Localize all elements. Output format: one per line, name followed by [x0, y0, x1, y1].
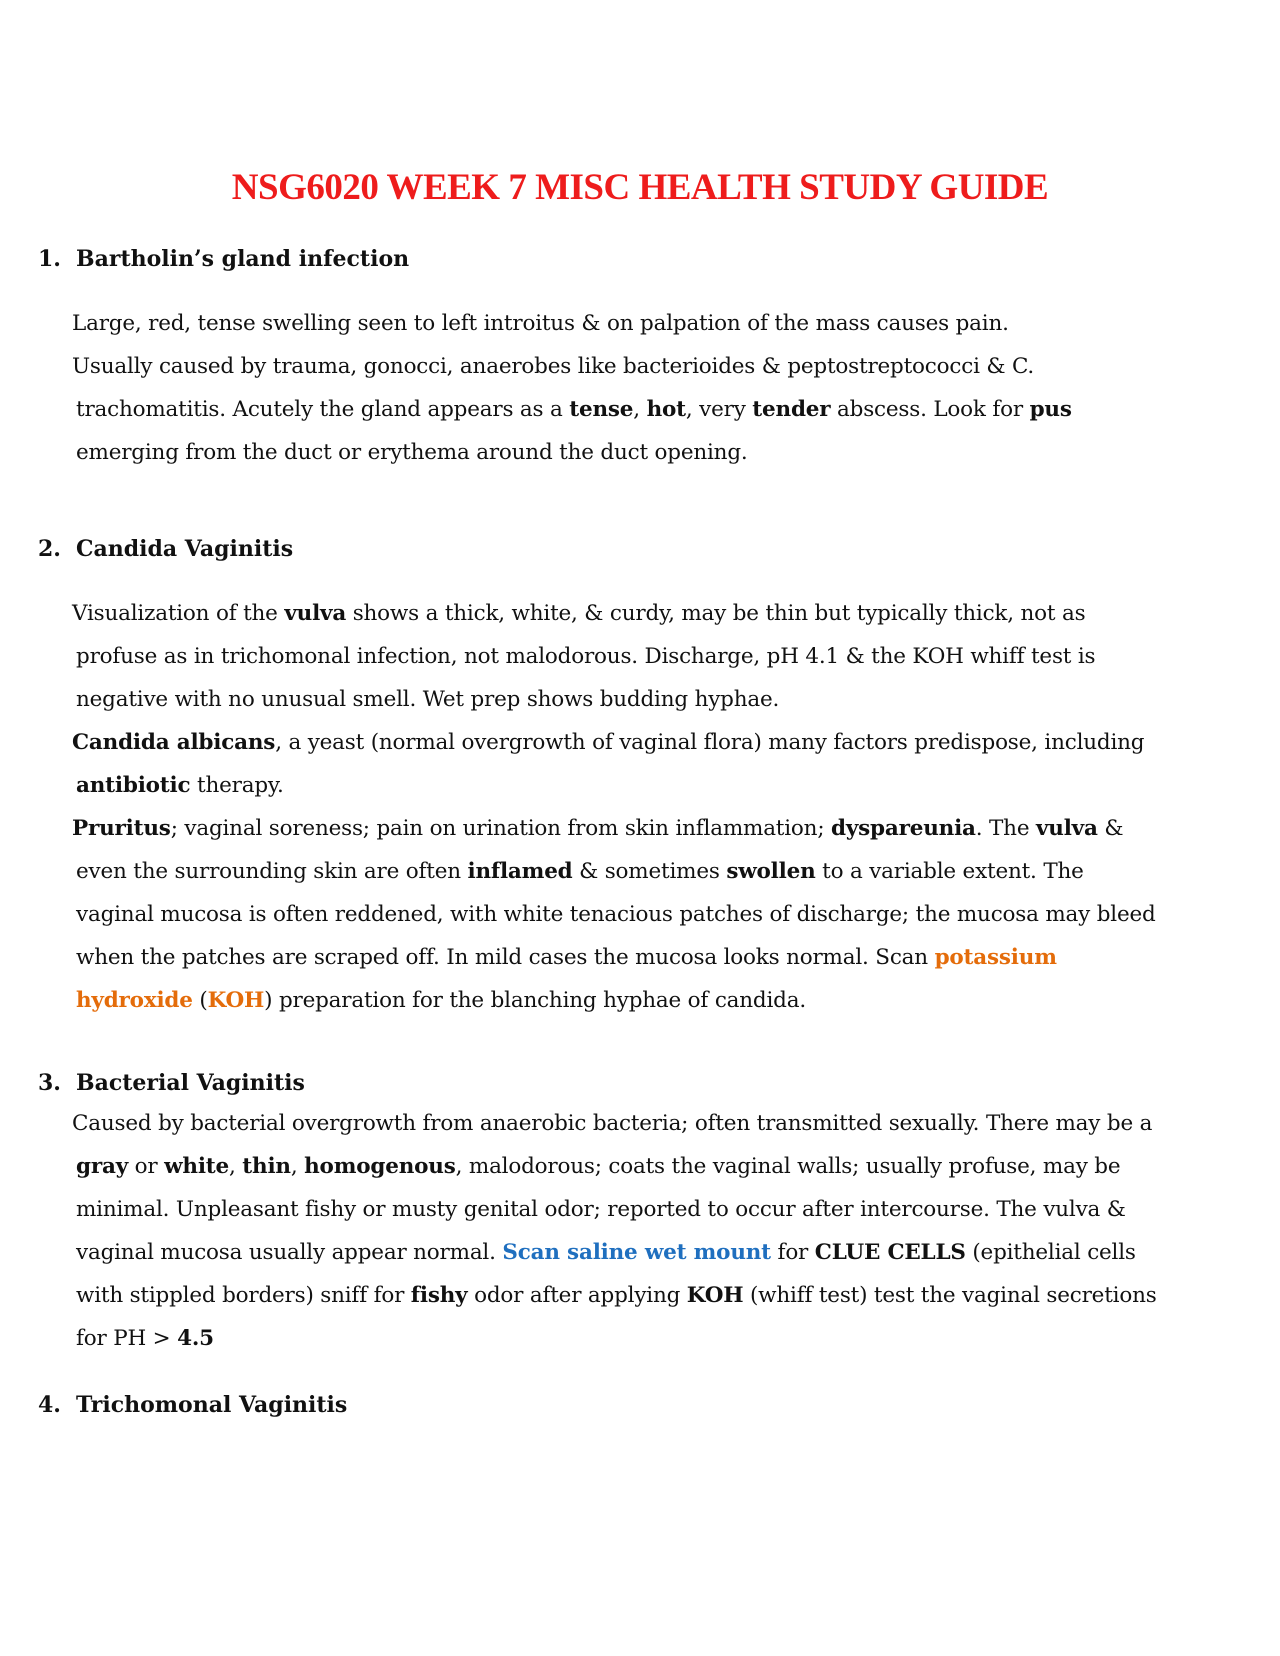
text: for — [770, 1240, 815, 1265]
highlight-term: Scan saline wet mount — [502, 1240, 771, 1265]
text-line — [72, 345, 1072, 388]
bold-term: homogenous — [304, 1154, 456, 1179]
text-line — [72, 678, 1156, 721]
bold-term: fishy — [410, 1283, 468, 1308]
section-number: 3. — [38, 1070, 61, 1096]
text: abscess. Look for — [830, 397, 1030, 422]
text: ; vaginal soreness; pain on urination from skin inflammation; — [170, 816, 831, 841]
text: , very — [685, 397, 753, 422]
section-1-body — [72, 302, 1072, 474]
section-title: Candida Vaginitis — [76, 536, 294, 562]
bold-term: 4.5 — [177, 1326, 214, 1351]
text-line — [72, 1231, 1157, 1274]
text-line — [72, 1317, 1157, 1360]
text: shows a thick, white, & curdy, may be thin but typically thick, not as — [346, 601, 1086, 626]
text-line — [72, 1102, 1157, 1145]
text: with stippled borders) sniff for — [76, 1283, 411, 1308]
text-line — [72, 764, 1156, 807]
text: , malodorous; coats the vaginal walls; usually profuse, may be — [455, 1154, 1121, 1179]
bold-term: CLUE CELLS — [814, 1240, 966, 1265]
section-2-heading — [38, 536, 293, 562]
text-line — [72, 592, 1156, 635]
text: (whiff test) test the vaginal secretions — [743, 1283, 1157, 1308]
bold-term: Pruritus — [72, 816, 171, 841]
text: , — [229, 1154, 243, 1179]
section-title: Trichomonal Vaginitis — [76, 1392, 348, 1418]
section-number: 2. — [38, 536, 61, 562]
bold-term: tender — [752, 397, 831, 422]
text: therapy. — [190, 773, 284, 798]
bold-term: white — [164, 1154, 229, 1179]
text-line — [72, 388, 1072, 431]
section-1-heading — [38, 246, 409, 272]
document-title: NSG6020 WEEK 7 MISC HEALTH STUDY GUIDE — [231, 167, 1049, 208]
text: vaginal mucosa usually appear normal. — [76, 1240, 503, 1265]
text-line — [72, 850, 1156, 893]
bold-term: vulva — [1035, 816, 1098, 841]
text-line — [72, 721, 1156, 764]
bold-term: tense — [569, 397, 634, 422]
section-3-body — [72, 1102, 1157, 1360]
text: Visualization of the — [72, 601, 285, 626]
text: , a yeast (normal overgrowth of vaginal flora) many factors predispose, including — [275, 730, 1145, 755]
text-line — [72, 1145, 1157, 1188]
text-line — [72, 431, 1072, 474]
text: profuse as in trichomonal infection, not malodorous. Discharge, pH 4.1 & the KOH whiff test is — [76, 644, 1096, 669]
text-line — [72, 302, 1072, 345]
bold-term: thin — [242, 1154, 291, 1179]
text: trachomatitis. Acutely the gland appears as a — [76, 397, 570, 422]
text-line — [72, 936, 1156, 979]
bold-term: hot — [646, 397, 686, 422]
section-title: Bacterial Vaginitis — [76, 1070, 305, 1096]
text-line — [72, 1188, 1157, 1231]
bold-term: Candida albicans — [72, 730, 276, 755]
text-line — [72, 893, 1156, 936]
text: Usually caused by trauma, gonocci, anaerobes like bacterioides & peptostreptococci & C. — [72, 354, 1035, 379]
text: even the surrounding skin are often — [76, 859, 468, 884]
text: . The — [975, 816, 1036, 841]
bold-term: pus — [1029, 397, 1072, 422]
text: & — [1097, 816, 1124, 841]
section-title: Bartholin’s gland infection — [76, 246, 410, 272]
bold-term: inflamed — [467, 859, 573, 884]
text: for PH > — [76, 1326, 178, 1351]
section-number: 4. — [38, 1392, 61, 1418]
text: , — [290, 1154, 305, 1179]
text: emerging from the duct or erythema around the duct opening. — [76, 440, 748, 465]
bold-term: swollen — [726, 859, 816, 884]
bold-term: antibiotic — [76, 773, 191, 798]
text: negative with no unusual smell. Wet prep shows budding hyphae. — [76, 687, 780, 712]
bold-term: vulva — [284, 601, 347, 626]
text-line — [72, 807, 1156, 850]
text: ) preparation for the blanching hyphae of candida. — [264, 988, 806, 1013]
text: , — [633, 397, 647, 422]
text-line — [72, 635, 1156, 678]
section-4-heading — [38, 1392, 347, 1418]
text: or — [127, 1154, 165, 1179]
text-line — [72, 979, 1156, 1022]
highlight-term: potassium — [934, 945, 1057, 970]
text: odor after applying — [467, 1283, 687, 1308]
bold-term: KOH — [686, 1283, 744, 1308]
highlight-term: hydroxide — [76, 988, 193, 1013]
text: & sometimes — [572, 859, 727, 884]
bold-term: gray — [76, 1154, 128, 1179]
text: when the patches are scraped off. In mild cases the mucosa looks normal. Scan — [76, 945, 935, 970]
highlight-term: KOH — [207, 988, 265, 1013]
text: to a variable extent. The — [815, 859, 1084, 884]
section-3-heading — [38, 1070, 305, 1096]
text: vaginal mucosa is often reddened, with white tenacious patches of discharge; the mucosa may bleed — [76, 902, 1156, 927]
text-line — [72, 1274, 1157, 1317]
section-2-body — [72, 592, 1156, 1022]
text: minimal. Unpleasant fishy or musty genital odor; reported to occur after intercourse. The vulva & — [76, 1197, 1126, 1222]
bold-term: dyspareunia — [831, 816, 976, 841]
text: Caused by bacterial overgrowth from anaerobic bacteria; often transmitted sexually. There may be a — [72, 1111, 1153, 1136]
section-number: 1. — [38, 246, 61, 272]
text: ( — [192, 988, 208, 1013]
text: Large, red, tense swelling seen to left introitus & on palpation of the mass causes pain. — [72, 311, 1009, 336]
text: (epithelial cells — [965, 1240, 1136, 1265]
